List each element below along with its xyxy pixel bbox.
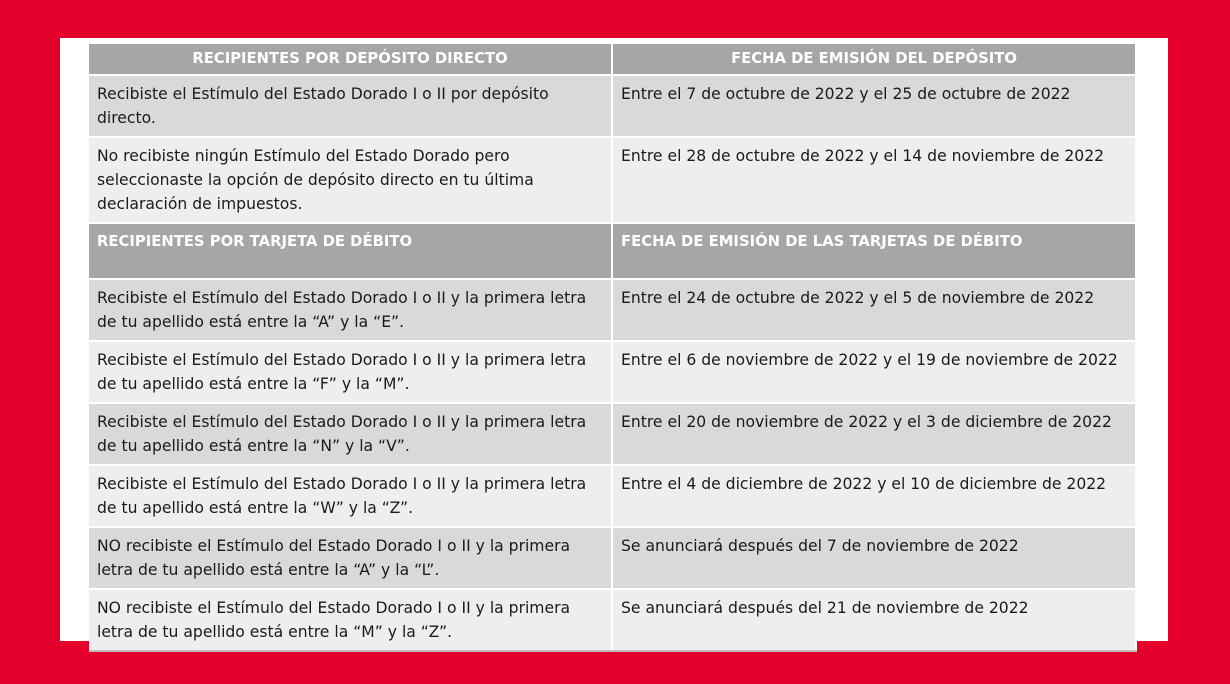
table-row <box>89 589 1136 651</box>
recipient-cell: NO recibiste el Estímulo del Estado Dorado I o II y la primera letra de tu apellido está entre la “A” y la “L”. <box>89 527 612 589</box>
deposit-header-row <box>89 44 1136 75</box>
deposit-date-header: FECHA DE EMISIÓN DEL DEPÓSITO <box>612 44 1136 75</box>
date-cell: Entre el 6 de noviembre de 2022 y el 19 de noviembre de 2022 <box>612 341 1136 403</box>
table-row <box>89 137 1136 223</box>
deposit-recipients-header: RECIPIENTES POR DEPÓSITO DIRECTO <box>89 44 612 75</box>
table-row <box>89 465 1136 527</box>
payment-schedule-table <box>89 44 1137 652</box>
date-cell: Entre el 20 de noviembre de 2022 y el 3 de diciembre de 2022 <box>612 403 1136 465</box>
card-header-row <box>89 223 1136 279</box>
table-row <box>89 403 1136 465</box>
table-row <box>89 75 1136 137</box>
date-cell: Entre el 7 de octubre de 2022 y el 25 de octubre de 2022 <box>612 75 1136 137</box>
date-cell: Se anunciará después del 7 de noviembre de 2022 <box>612 527 1136 589</box>
table-row <box>89 279 1136 341</box>
recipient-cell: Recibiste el Estímulo del Estado Dorado I o II por depósito directo. <box>89 75 612 137</box>
date-cell: Se anunciará después del 21 de noviembre de 2022 <box>612 589 1136 651</box>
date-cell: Entre el 4 de diciembre de 2022 y el 10 de diciembre de 2022 <box>612 465 1136 527</box>
recipient-cell: NO recibiste el Estímulo del Estado Dorado I o II y la primera letra de tu apellido está entre la “M” y la “Z”. <box>89 589 612 651</box>
card-date-header: FECHA DE EMISIÓN DE LAS TARJETAS DE DÉBITO <box>612 223 1136 279</box>
date-cell: Entre el 28 de octubre de 2022 y el 14 de noviembre de 2022 <box>612 137 1136 223</box>
recipient-cell: Recibiste el Estímulo del Estado Dorado I o II y la primera letra de tu apellido está entre la “F” y la “M”. <box>89 341 612 403</box>
recipient-cell: Recibiste el Estímulo del Estado Dorado I o II y la primera letra de tu apellido está entre la “A” y la “E”. <box>89 279 612 341</box>
recipient-cell: No recibiste ningún Estímulo del Estado Dorado pero seleccionaste la opción de depósito directo en tu última declaración de impuestos. <box>89 137 612 223</box>
table-row <box>89 341 1136 403</box>
card-recipients-header: RECIPIENTES POR TARJETA DE DÉBITO <box>89 223 612 279</box>
recipient-cell: Recibiste el Estímulo del Estado Dorado I o II y la primera letra de tu apellido está entre la “N” y la “V”. <box>89 403 612 465</box>
table-row <box>89 527 1136 589</box>
date-cell: Entre el 24 de octubre de 2022 y el 5 de noviembre de 2022 <box>612 279 1136 341</box>
recipient-cell: Recibiste el Estímulo del Estado Dorado I o II y la primera letra de tu apellido está entre la “W” y la “Z”. <box>89 465 612 527</box>
document-card <box>60 38 1168 641</box>
